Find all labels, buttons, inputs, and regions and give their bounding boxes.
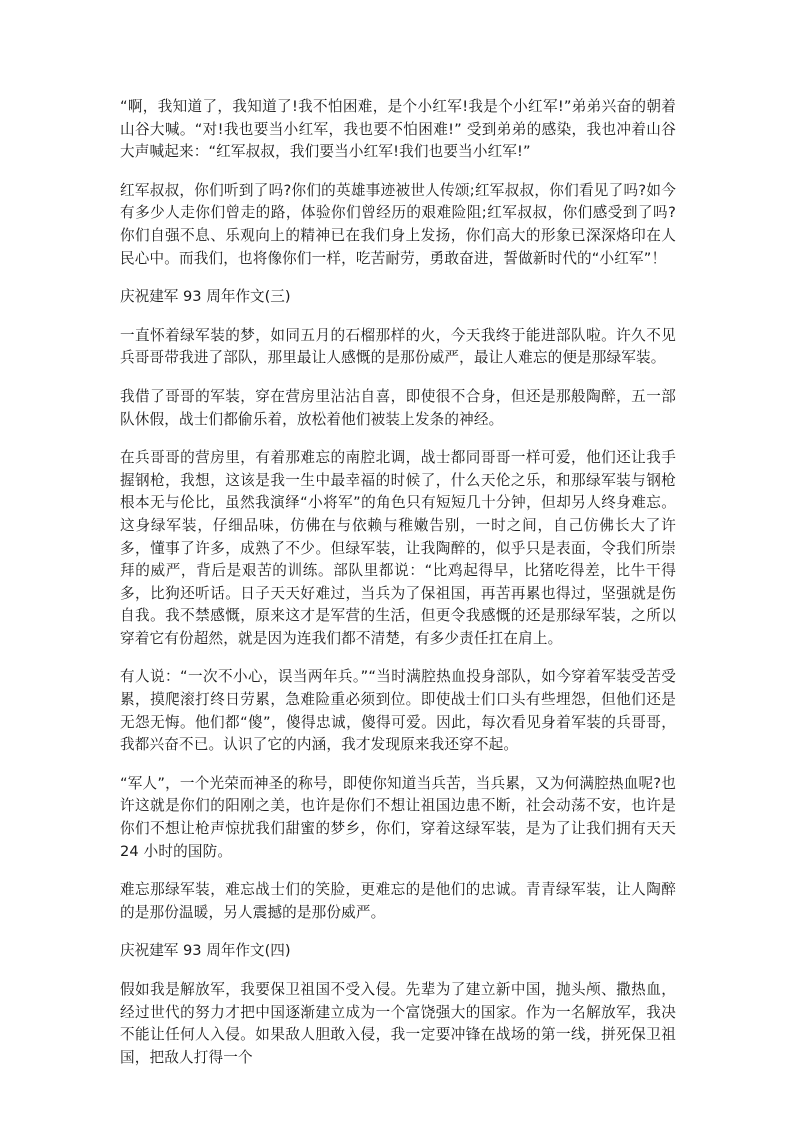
section-heading: 庆祝建军 93 周年作文(四): [120, 942, 291, 960]
paragraph: 有人说：“一次不小心，误当两年兵。”“当时满腔热血投身部队，如今穿着军装受苦受累，摸爬滚打终日劳累，急难险重必须到位。即使战士们口头有些埋怨，但他们还是无怨无悔。他们都“傻”，傻得忠诚，傻得可爱。因此，每次看见身着军装的兵哥哥，我都兴奋不已。认识了它的内涵，我才发现原来我还穿不起。: [120, 668, 676, 754]
paragraph-gap: [120, 924, 676, 940]
paragraph: 我借了哥哥的军装，穿在营房里沾沾自喜，即使很不合身，但还是那般陶醉，五一部队休假，战士们都偷乐着，放松着他们被装上发条的神经。: [120, 387, 676, 428]
paragraph-gap: [120, 164, 676, 180]
paragraph: 一直怀着绿军装的梦，如同五月的石榴那样的火，今天我终于能进部队啦。许久不见兵哥哥带我进了部队，那里最让人感慨的是那份威严，最让人难忘的便是那绿军装。: [120, 326, 676, 367]
document-body: [120, 96, 676, 1069]
paragraph-gap: [120, 650, 676, 666]
paragraph-gap: [120, 370, 676, 386]
paragraph: 红军叔叔，你们听到了吗?你们的英雄事迹被世人传颂;红军叔叔，你们看见了吗?如今有多少人走你们曾走的路，体验你们曾经历的艰难险阻;红军叔叔，你们感受到了吗?你们自强不息、乐观向上的精神已在我们身上发扬，你们高大的形象已深深烙印在人民心中。而我们，也将像你们一样，吃苦耐劳，勇敢奋进，誓做新时代的“小红军”！: [120, 181, 676, 267]
paragraph: “军人”，一个光荣而神圣的称号，即使你知道当兵苦，当兵累，又为何满腔热血呢?也许这就是你们的阳刚之美，也许是你们不想让祖国边患不断，社会动荡不安，也许是你们不想让枪声惊扰我们甜蜜的梦乡，你们，穿着这绿军装，是为了让我们拥有天天 24 小时的国防。: [120, 774, 676, 860]
paragraph-gap: [120, 431, 676, 447]
paragraph-gap: [120, 309, 676, 325]
paragraph: “啊，我知道了，我知道了!我不怕困难，是个小红军!我是个小红军!”弟弟兴奋的朝着山谷大喊。“对!我也要当小红军，我也要不怕困难!” 受到弟弟的感染，我也冲着山谷大声喊起来：“红军叔叔，我们要当小红军!我们也要当小红军!”: [120, 98, 676, 161]
section-heading: 庆祝建军 93 周年作文(三): [120, 288, 291, 306]
paragraph-gap: [120, 963, 676, 979]
paragraph: 在兵哥哥的营房里，有着那难忘的南腔北调，战士都同哥哥一样可爱，他们还让我手握钢枪，我想，这该是我一生中最幸福的时候了，什么天伦之乐，和那绿军装与钢枪根本无与伦比，虽然我演绎“小将军”的角色只有短短几十分钟，但却另人终身难忘。这身绿军装，仔细品味，仿佛在与依赖与稚嫩告别，一时之间，自己仿佛长大了许多，懂事了许多，成熟了不少。但绿军装，让我陶醉的，似乎只是表面，令我们所崇拜的威严，背后是艰苦的训练。部队里都说：“比鸡起得早，比猪吃得差，比牛干得多，比狗还听话。日子天天好难过，当兵为了保祖国，再苦再累也得过，坚强就是伤自我。我不禁感慨，原来这才是军营的生活，但更令我感慨的还是那绿军装，之所以穿着它有份超然，就是因为连我们都不清楚，有多少责任扛在肩上。: [120, 449, 676, 647]
paragraph: 假如我是解放军，我要保卫祖国不受入侵。先辈为了建立新中国，抛头颅、撒热血，经过世代的努力才把中国逐渐建立成为一个富饶强大的国家。作为一名解放军，我决不能让任何人入侵。如果敌人胆敢入侵，我一定要冲锋在战场的第一线，拼死保卫祖国，把敌人打得一个: [120, 981, 676, 1066]
paragraph-gap: [120, 757, 676, 773]
paragraph-gap: [120, 863, 676, 879]
paragraph: 难忘那绿军装，难忘战士们的笑脸，更难忘的是他们的忠诚。青青绿军装，让人陶醉的是那份温暖，另人震撼的是那份威严。: [120, 881, 676, 921]
paragraph-gap: [120, 270, 676, 286]
